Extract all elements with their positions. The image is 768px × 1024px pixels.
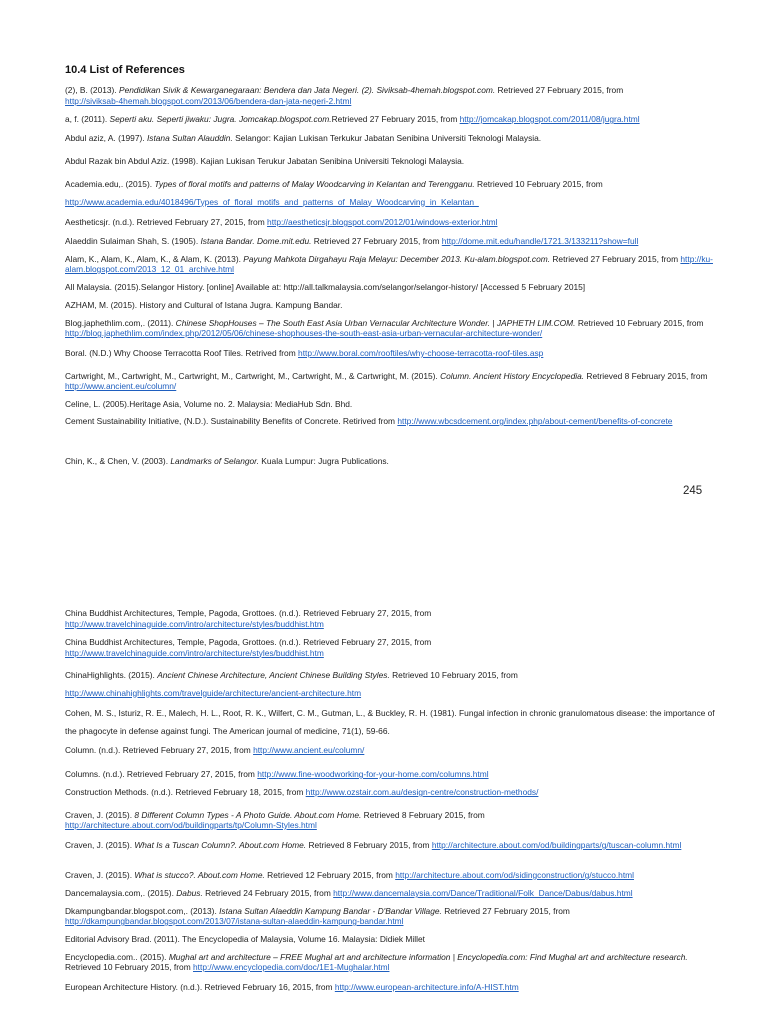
- reference-entry: a, f. (2011). Seperti aku. Seperti jiwaku: Jugra. Jomcakap.blogspot.com.Retrieved 27 February 2015, from http://jomcakap.blogspot.com/2011/08/jugra.html: [65, 114, 640, 124]
- reference-entry: Cement Sustainability Initiative, (N.D.). Sustainability Benefits of Concrete. Retirived from http://www.wbcsdcement.org/index.php/about-cement/benefits-of-concrete: [65, 416, 673, 426]
- reference-link[interactable]: http://dome.mit.edu/handle/1721.3/133211?show=full: [441, 236, 639, 246]
- reference-entry: Abdul aziz, A. (1997). Istana Sultan Alauddin. Selangor: Kajian Lukisan Terkukur Jabatan Senibina Universiti Teknologi Malaysia.: [65, 133, 542, 143]
- reference-entry: Boral. (N.D.) Why Choose Terracotta Roof Tiles. Retrived from http://www.boral.com/rooftiles/why-choose-terracotta-roof-tiles.asp: [65, 348, 544, 358]
- reference-link[interactable]: http://architecture.about.com/od/buildingparts/g/tuscan-column.html: [431, 840, 682, 850]
- reference-link[interactable]: http://www.ozstair.com.au/design-centre/construction-methods/: [305, 787, 539, 797]
- reference-link[interactable]: http://architecture.about.com/od/sidingconstruction/g/stucco.html: [395, 870, 634, 880]
- reference-entry: [65, 667, 715, 702]
- reference-link[interactable]: http://www.boral.com/rooftiles/why-choose-terracotta-roof-tiles.asp: [298, 348, 544, 358]
- reference-link[interactable]: http://www.fine-woodworking-for-your-home.com/columns.html: [257, 769, 489, 779]
- reference-entry: Craven, J. (2015). What Is a Tuscan Column?. About.com Home. Retrieved 8 February 2015, from http://architecture.about.com/od/buildingparts/g/tuscan-column.html: [65, 840, 682, 850]
- reference-entry: Columns. (n.d.). Retrieved February 27, 2015, from http://www.fine-woodworking-for-your-home.com/columns.html: [65, 769, 489, 779]
- reference-entry: Blog.japhethlim.com,. (2011). Chinese ShopHouses – The South East Asia Urban Vernacular Architecture Wonder. | JAPHETH LIM.COM. Retrieved 10 February 2015, from http://blog.japhethlim.com/index.php/2012/05/06/chinese-shophouses-the-south-east-asia-urban-vernacular-architecture-wonder/: [65, 318, 704, 338]
- reference-entry: Encyclopedia.com.. (2015). Mughal art and architecture – FREE Mughal art and architecture information | Encyclopedia.com: Find Mughal art and architecture research. Retrieved 10 February 2015, from http://www.encyclopedia.com/doc/1E1-Mughalar.html: [65, 952, 688, 972]
- reference-text: Academia.edu,. (2015). Types of floral motifs and patterns of Malay Woodcarving in Kelantan and Terengganu. Retrieved 10 February 2015, from: [65, 179, 603, 189]
- reference-text: Dkampungbandar.blogspot.com,. (2013). Istana Sultan Alaeddin Kampung Bandar - D'Bandar Village. Retrieved 27 February 2015, from: [65, 906, 570, 916]
- reference-link[interactable]: http://dkampungbandar.blogspot.com/2013/07/istana-sultan-alaeddin-kampung-bandar.html: [65, 916, 404, 926]
- reference-link[interactable]: http://www.academia.edu/4018496/Types_of_floral_motifs_and_patterns_of_Malay_Woodcarving_in_Kelantan_: [65, 196, 479, 207]
- reference-entry: Alaeddin Sulaiman Shah, S. (1905). Istana Bandar. Dome.mit.edu. Retrieved 27 February 2015, from http://dome.mit.edu/handle/1721.3/133211?show=full: [65, 236, 639, 246]
- reference-link[interactable]: http://www.encyclopedia.com/doc/1E1-Mughalar.html: [193, 962, 390, 972]
- reference-entry: Editorial Advisory Brad. (2011). The Encyclopedia of Malaysia, Volume 16. Malaysia: Didiek Millet: [65, 934, 425, 944]
- reference-link[interactable]: http://www.travelchinaguide.com/intro/architecture/styles/buddhist.htm: [65, 647, 324, 658]
- reference-text: China Buddhist Architectures, Temple, Pagoda, Grottoes. (n.d.). Retrieved February 27, 2015, from: [65, 608, 432, 618]
- reference-link[interactable]: http://www.travelchinaguide.com/intro/architecture/styles/buddhist.htm: [65, 618, 324, 629]
- reference-entry: Chin, K., & Chen, V. (2003). Landmarks of Selangor. Kuala Lumpur: Jugra Publications.: [65, 456, 389, 466]
- reference-link[interactable]: http://www.european-architecture.info/A-HIST.htm: [334, 982, 519, 992]
- page-number: 245: [683, 485, 703, 497]
- reference-entry: [65, 176, 715, 211]
- reference-link[interactable]: http://www.wbcsdcement.org/index.php/about-cement/benefits-of-concrete: [397, 416, 673, 426]
- reference-entry: Cartwright, M., Cartwright, M., Cartwright, M., Cartwright, M., Cartwright, M., & Cartwright, M. (2015). Column. Ancient History Encyclopedia. Retrieved 8 February 2015, from http://www.ancient.eu/column/: [65, 371, 708, 391]
- reference-link[interactable]: http://www.ancient.eu/column/: [253, 745, 365, 755]
- reference-entry: Celine, L. (2005).Heritage Asia, Volume no. 2. Malaysia: MediaHub Sdn. Bhd.: [65, 399, 353, 409]
- reference-entry: [65, 608, 715, 629]
- reference-entry: [65, 906, 715, 926]
- reference-entry: [65, 637, 715, 658]
- reference-text: Craven, J. (2015). 8 Different Column Types - A Photo Guide. About.com Home. Retrieved 8 February 2015, from: [65, 810, 485, 820]
- section-heading: 10.4 List of References: [65, 64, 185, 76]
- reference-entry: European Architecture History. (n.d.). Retrieved February 16, 2015, from http://www.european-architecture.info/A-HIST.htm: [65, 982, 519, 992]
- reference-entry: AZHAM, M. (2015). History and Cultural of Istana Jugra. Kampung Bandar.: [65, 300, 343, 310]
- reference-entry: Abdul Razak bin Abdul Aziz. (1998). Kajian Lukisan Terukur Jabatan Senibina Universiti Teknologi Malaysia.: [65, 156, 465, 166]
- reference-entry: [65, 810, 715, 830]
- reference-entry: Alam, K., Alam, K., Alam, K., & Alam, K. (2013). Payung Mahkota Dirgahayu Raja Melayu: December 2013. Ku-alam.blogspot.com. Retrieved 27 February 2015, from http://ku-alam.blogspot.com/2013_12_01_archive.html: [65, 254, 713, 274]
- reference-text: (2), B. (2013). Pendidikan Sivik & Kewarganegaraan: Bendera dan Jata Negeri. (2). Siviksab-4hemah.blogspot.com. Retrieved 27 February 2015, from: [65, 85, 624, 95]
- reference-link[interactable]: http://www.ancient.eu/column/: [65, 381, 177, 391]
- reference-link[interactable]: http://jomcakap.blogspot.com/2011/08/jugra.html: [459, 114, 640, 124]
- reference-entry: Craven, J. (2015). What is stucco?. About.com Home. Retrieved 12 February 2015, from http://architecture.about.com/od/sidingconstruction/g/stucco.html: [65, 870, 634, 880]
- reference-entry: All Malaysia. (2015).Selangor History. [online] Available at: http://all.talkmalaysia.com/selangor/selangor-history/ [Accessed 5 February 2015]: [65, 282, 586, 292]
- reference-link[interactable]: http://blog.japhethlim.com/index.php/2012/05/06/chinese-shophouses-the-south-east-asia-urban-vernacular-architecture-wonder/: [65, 328, 543, 338]
- reference-entry: Dancemalaysia.com,. (2015). Dabus. Retrieved 24 February 2015, from http://www.dancemalaysia.com/Dance/Traditional/Folk_Dance/Dabus/dabus.html: [65, 888, 633, 898]
- reference-link[interactable]: http://www.dancemalaysia.com/Dance/Traditional/Folk_Dance/Dabus/dabus.html: [333, 888, 633, 898]
- reference-entry: Aestheticsjr. (n.d.). Retrieved February 27, 2015, from http://aestheticsjr.blogspot.com/2012/01/windows-exterior.html: [65, 217, 498, 227]
- reference-text: ChinaHighlights. (2015). Ancient Chinese Architecture, Ancient Chinese Building Styles. Retrieved 10 February 2015, from: [65, 670, 518, 680]
- reference-link[interactable]: http://architecture.about.com/od/buildingparts/tp/Column-Styles.html: [65, 820, 317, 830]
- reference-entry: [65, 85, 715, 106]
- reference-entry: Column. (n.d.). Retrieved February 27, 2015, from http://www.ancient.eu/column/: [65, 745, 365, 755]
- reference-link[interactable]: http://aestheticsjr.blogspot.com/2012/01/windows-exterior.html: [267, 217, 498, 227]
- reference-link[interactable]: http://siviksab-4hemah.blogspot.com/2013/06/bendera-dan-jata-negeri-2.html: [65, 95, 352, 106]
- reference-text: China Buddhist Architectures, Temple, Pagoda, Grottoes. (n.d.). Retrieved February 27, 2015, from: [65, 637, 432, 647]
- reference-link[interactable]: http://ku-alam.blogspot.com/2013_12_01_archive.html: [65, 254, 713, 274]
- reference-link[interactable]: http://www.chinahighlights.com/travelguide/architecture/ancient-architecture.htm: [65, 687, 362, 698]
- reference-entry: Cohen, M. S., Isturiz, R. E., Malech, H. L., Root, R. K., Wilfert, C. M., Gutman, L., & Buckley, R. H. (1981). Fungal infection in chronic granulomatous disease: the importance of the phagocyte in defense against fungi. The American journal of medicine, 71(1), 59-66.: [65, 708, 715, 736]
- reference-entry: Construction Methods. (n.d.). Retrieved February 18, 2015, from http://www.ozstair.com.au/design-centre/construction-methods/: [65, 787, 539, 797]
